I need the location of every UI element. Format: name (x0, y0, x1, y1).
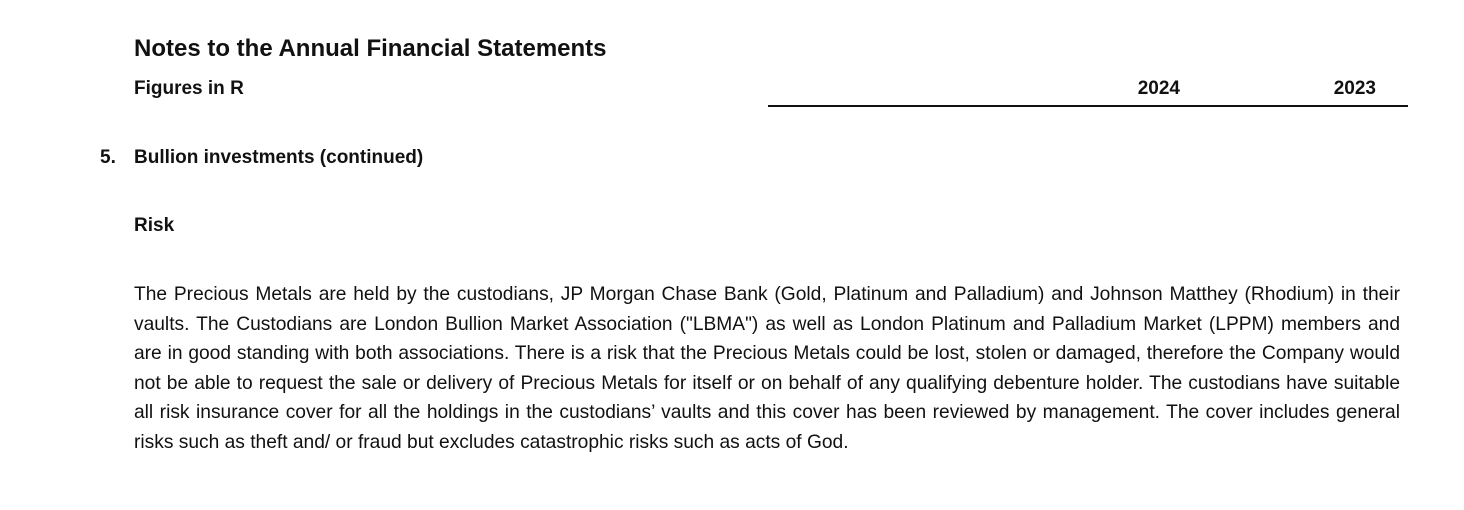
header-rule (768, 105, 1408, 107)
section-number: 5. (100, 147, 116, 168)
section-title: Bullion investments (continued) (134, 147, 424, 168)
section-heading (100, 144, 423, 172)
risk-paragraph: The Precious Metals are held by the custodians, JP Morgan Chase Bank (Gold, Platinum and Palladium) and Johnson Matthey (Rhodium) in their vaults. The Custodians are London Bullion Market Association ("LBMA") as well as London Platinum and Palladium Market (LPPM) members and are in good standing with both associations. There is a risk that the Precious Metals could be lost, stolen or damaged, therefore the Company would not be able to request the sale or delivery of Precious Metals for itself or on behalf of any qualifying debenture holder. The custodians have suitable all risk insurance cover for all the holdings in the custodians’ vaults and this cover has been reviewed by management. The cover includes general risks such as theft and/ or fraud but excludes catastrophic risks such as acts of God. (134, 284, 1400, 453)
page-title: Notes to the Annual Financial Statements (134, 35, 607, 62)
year-column-prior: 2023 (1333, 78, 1376, 99)
figures-in-label: Figures in R (134, 78, 244, 99)
risk-subheading: Risk (134, 215, 175, 236)
year-column-current: 2024 (1137, 78, 1180, 99)
